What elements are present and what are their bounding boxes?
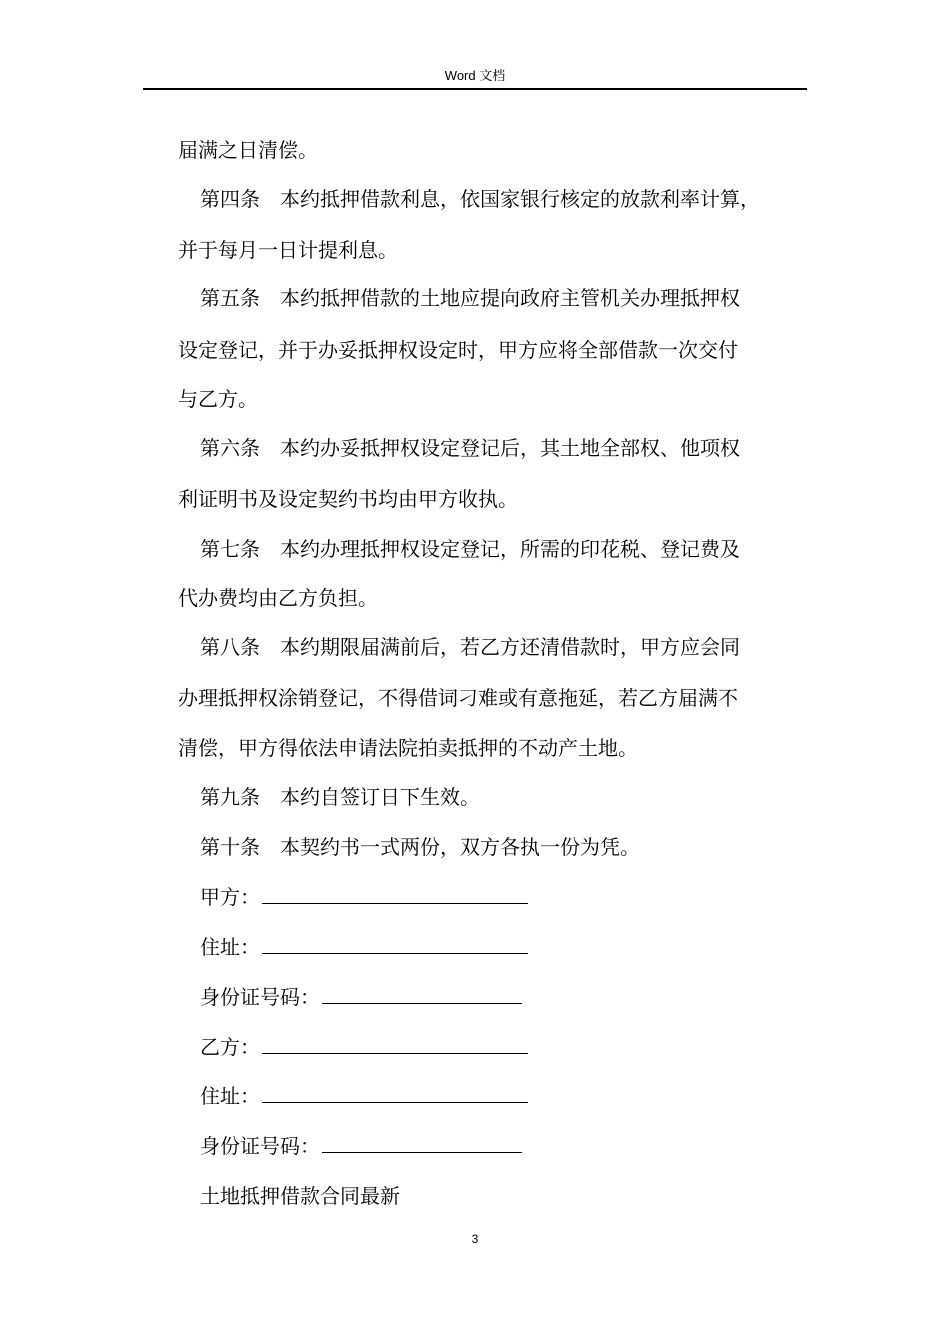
article-10-line: 第十条 本契约书一式两份，双方各执一份为凭。	[200, 835, 640, 859]
article-6-line-1: 第六条 本约办妥抵押权设定登记后，其土地全部权、他项权	[200, 436, 740, 460]
party-b-address-label: 住址：	[200, 1084, 260, 1108]
party-a-blank[interactable]	[262, 885, 528, 904]
page-header: Word 文档	[444, 68, 506, 83]
party-a-address-field	[200, 933, 528, 961]
article-5-line-3: 与乙方。	[178, 387, 258, 411]
party-b-field	[200, 1033, 528, 1061]
party-a-id-label: 身份证号码：	[200, 985, 320, 1009]
article-4-line-2: 并于每月一日计提利息。	[178, 238, 398, 262]
article-8-line-2: 办理抵押权涂销登记，不得借词刁难或有意拖延，若乙方届满不	[178, 686, 738, 710]
page-number: 3	[471, 1232, 479, 1246]
party-a-field	[200, 883, 528, 911]
party-a-address-blank[interactable]	[262, 935, 528, 954]
article-8-line-3: 清偿，甲方得依法申请法院拍卖抵押的不动产土地。	[178, 736, 638, 760]
party-a-id-field	[200, 983, 522, 1011]
body-line: 届满之日清偿。	[178, 138, 318, 162]
party-b-id-blank[interactable]	[322, 1134, 522, 1153]
article-6-line-2: 利证明书及设定契约书均由甲方收执。	[178, 487, 518, 511]
article-8-line-1: 第八条 本约期限届满前后，若乙方还清借款时，甲方应会同	[200, 635, 740, 659]
header-rule	[143, 88, 807, 90]
party-b-id-label: 身份证号码：	[200, 1134, 320, 1158]
party-a-address-label: 住址：	[200, 935, 260, 959]
party-a-label: 甲方：	[200, 885, 260, 909]
article-5-line-1: 第五条 本约抵押借款的土地应提向政府主管机关办理抵押权	[200, 286, 740, 310]
party-a-id-blank[interactable]	[322, 985, 522, 1004]
closing-title: 土地抵押借款合同最新	[200, 1184, 400, 1208]
party-b-blank[interactable]	[262, 1035, 528, 1054]
party-b-id-field	[200, 1132, 522, 1160]
article-7-line-1: 第七条 本约办理抵押权设定登记，所需的印花税、登记费及	[200, 537, 740, 561]
article-4-line-1: 第四条 本约抵押借款利息，依国家银行核定的放款利率计算，	[200, 187, 760, 211]
party-b-label: 乙方：	[200, 1035, 260, 1059]
article-5-line-2: 设定登记，并于办妥抵押权设定时，甲方应将全部借款一次交付	[178, 338, 738, 362]
party-b-address-blank[interactable]	[262, 1084, 528, 1103]
article-9-line: 第九条 本约自签订日下生效。	[200, 785, 480, 809]
party-b-address-field	[200, 1082, 528, 1110]
article-7-line-2: 代办费均由乙方负担。	[178, 586, 378, 610]
